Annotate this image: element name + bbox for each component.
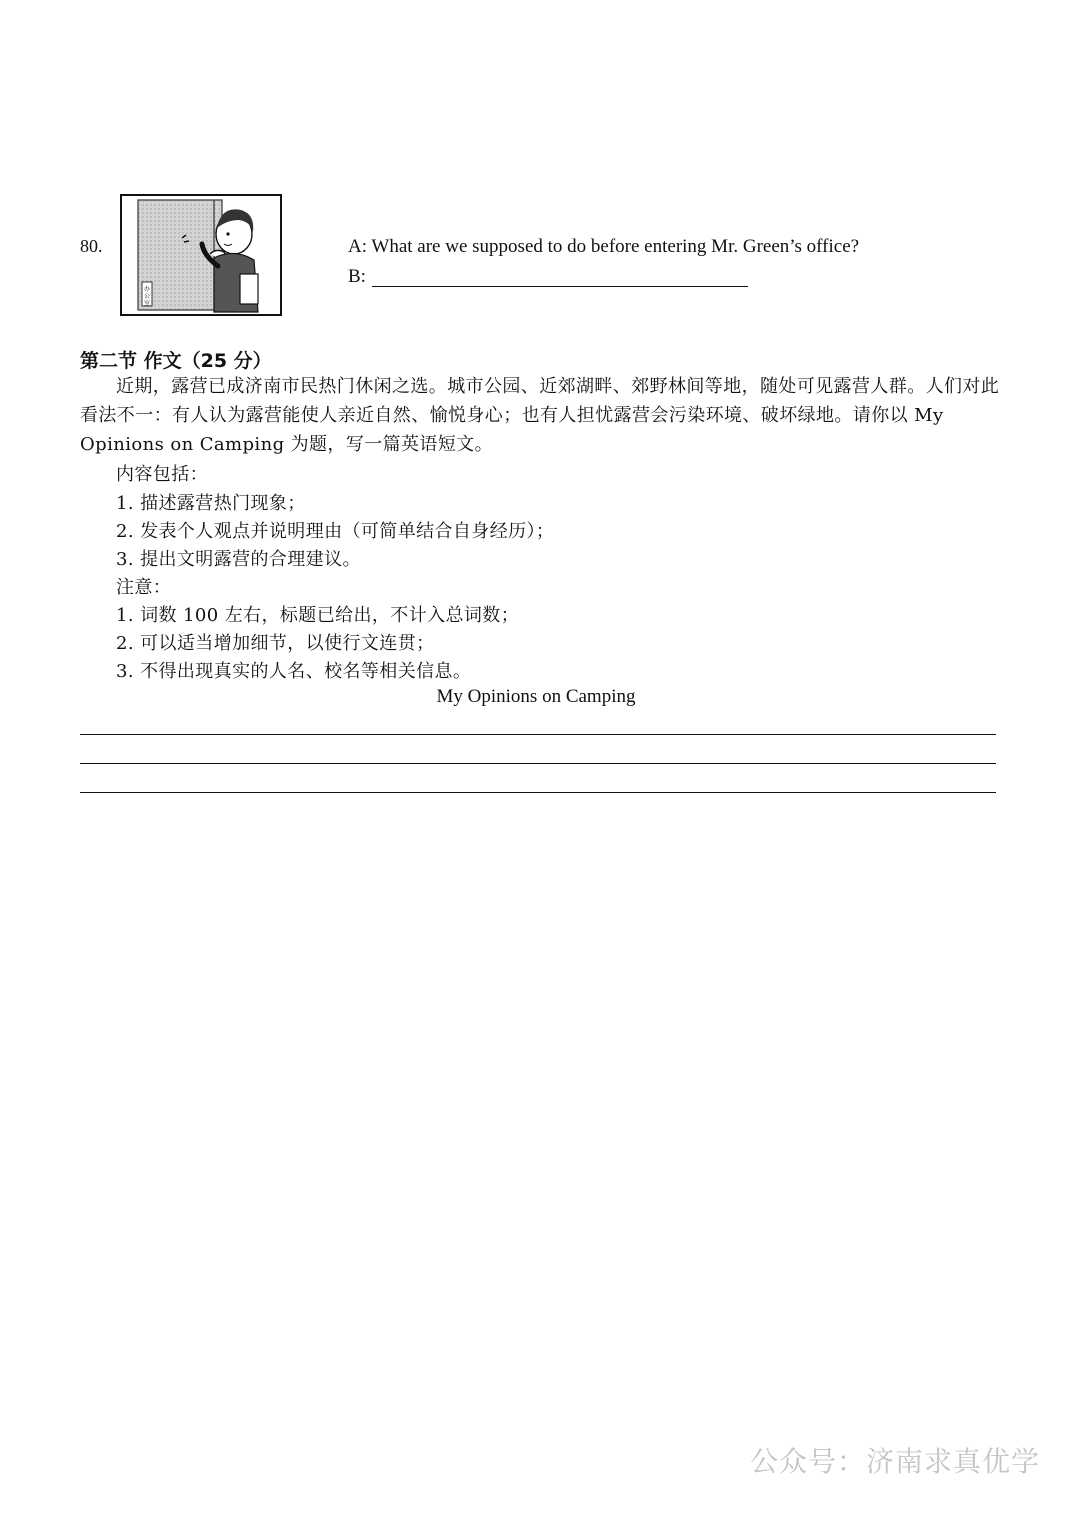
writing-line[interactable]: [80, 763, 996, 764]
answer-blank-b[interactable]: [372, 286, 748, 287]
note-item: 2. 可以适当增加细节，以使行文连贯；: [116, 633, 435, 654]
student-knocking-door-illustration: [122, 196, 280, 314]
note-heading: 注意：: [116, 577, 172, 598]
content-heading: 内容包括：: [116, 464, 208, 485]
content-item: 3. 提出文明露营的合理建议。: [116, 549, 361, 570]
note-item: 1. 词数 100 左右，标题已给出，不计入总词数；: [116, 605, 520, 626]
dialogue-line-a: A: What are we supposed to do before entering Mr. Green’s office?: [348, 236, 860, 257]
writing-prompt: 近期，露营已成济南市民热门休闲之选。城市公园、近郊湖畔、郊野林间等地，随处可见露营人群。人们对此看法不一：有人认为露营能使人亲近自然、愉悦身心；也有人担忧露营会污染环境、破坏绿地。请你以 My Opinions on Camping 为题，写一篇英语短文。: [80, 376, 1000, 455]
writing-line[interactable]: [80, 792, 996, 793]
dialogue-line-b-label: B:: [348, 266, 366, 287]
question-picture: [120, 194, 282, 316]
essay-title: My Opinions on Camping: [436, 686, 636, 707]
svg-text:办: 办: [143, 286, 151, 293]
watermark: 公众号：济南求真优学: [749, 1445, 1040, 1478]
svg-text:室: 室: [143, 300, 151, 307]
writing-line[interactable]: [80, 734, 996, 735]
section-title: 第二节 作文（25 分）: [80, 350, 272, 372]
note-item: 3. 不得出现真实的人名、校名等相关信息。: [116, 661, 472, 682]
question-number: 80.: [80, 236, 103, 256]
content-item: 1. 描述露营热门现象；: [116, 493, 306, 514]
svg-text:公: 公: [143, 293, 151, 300]
content-item: 2. 发表个人观点并说明理由（可简单结合自身经历）；: [116, 521, 555, 542]
